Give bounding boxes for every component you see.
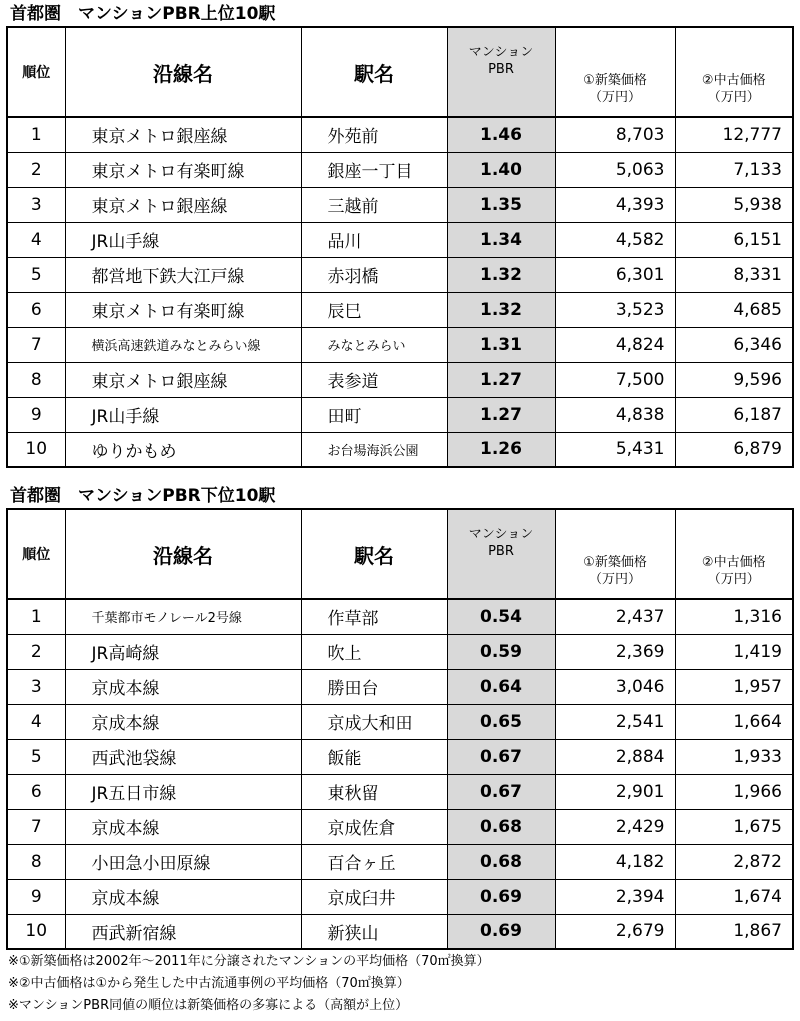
used-price-cell: 1,966 [675, 774, 793, 809]
table-row [7, 669, 793, 704]
new-price-header [555, 27, 675, 117]
pbr-header [447, 509, 555, 599]
used-price-cell: 7,133 [675, 152, 793, 187]
used-price-cell: 6,187 [675, 397, 793, 432]
line-cell: 東京メトロ有楽町線 [65, 152, 301, 187]
rank-cell: 7 [7, 809, 65, 844]
used-price-header [675, 27, 793, 117]
used-price-cell: 1,675 [675, 809, 793, 844]
used-price-cell: 6,346 [675, 327, 793, 362]
station-cell: 京成臼井 [301, 879, 447, 914]
used-price-cell: 1,867 [675, 914, 793, 949]
rank-cell: 2 [7, 634, 65, 669]
line-cell: 東京メトロ有楽町線 [65, 292, 301, 327]
used-price-header [675, 509, 793, 599]
pbr-cell: 1.32 [447, 257, 555, 292]
footnote-used-price: ※②中古価格は①から発生した中古流通事例の平均価格（70㎡換算） [8, 976, 410, 991]
rank-cell: 8 [7, 362, 65, 397]
new-price-cell: 2,901 [555, 774, 675, 809]
used-price-cell: 8,331 [675, 257, 793, 292]
pbr-cell: 0.54 [447, 599, 555, 634]
station-cell: 三越前 [301, 187, 447, 222]
table-row [7, 432, 793, 467]
rank-cell: 1 [7, 599, 65, 634]
table-row [7, 362, 793, 397]
rank-header: 順位 [7, 509, 65, 599]
line-cell: 都営地下鉄大江戸線 [65, 257, 301, 292]
station-cell: 品川 [301, 222, 447, 257]
line-cell: JR高崎線 [65, 634, 301, 669]
line-header: 沿線名 [65, 27, 301, 117]
pbr-cell: 1.40 [447, 152, 555, 187]
used-price-cell: 1,316 [675, 599, 793, 634]
pbr-header-line2: PBR [488, 62, 514, 77]
line-cell: 東京メトロ銀座線 [65, 117, 301, 152]
line-cell: 横浜高速鉄道みなとみらい線 [65, 327, 301, 362]
line-cell: 東京メトロ銀座線 [65, 362, 301, 397]
pbr-cell: 0.65 [447, 704, 555, 739]
rank-cell: 7 [7, 327, 65, 362]
new-price-cell: 6,301 [555, 257, 675, 292]
pbr-cell: 0.68 [447, 809, 555, 844]
new-price-cell: 3,046 [555, 669, 675, 704]
header-row [7, 509, 793, 599]
station-cell: 外苑前 [301, 117, 447, 152]
new-price-cell: 5,063 [555, 152, 675, 187]
used-price-cell: 1,664 [675, 704, 793, 739]
line-cell: JR五日市線 [65, 774, 301, 809]
rank-cell: 6 [7, 774, 65, 809]
pbr-cell: 0.64 [447, 669, 555, 704]
line-cell: 東京メトロ銀座線 [65, 187, 301, 222]
station-cell: 表参道 [301, 362, 447, 397]
pbr-header-line1: マンション [468, 527, 534, 542]
used-price-cell: 9,596 [675, 362, 793, 397]
pbr-cell: 0.69 [447, 914, 555, 949]
used-price-header-line2: （万円） [707, 572, 760, 587]
table-row [7, 739, 793, 774]
line-cell: ゆりかもめ [65, 432, 301, 467]
station-cell: 作草部 [301, 599, 447, 634]
footnote-new-price: ※①新築価格は2002年～2011年に分譲されたマンションの平均価格（70㎡換算） [8, 954, 490, 969]
station-cell: 吹上 [301, 634, 447, 669]
ranking-table [6, 508, 794, 950]
line-cell: 小田急小田原線 [65, 844, 301, 879]
pbr-cell: 1.31 [447, 327, 555, 362]
station-cell: 銀座一丁目 [301, 152, 447, 187]
rank-cell: 1 [7, 117, 65, 152]
rank-cell: 10 [7, 914, 65, 949]
new-price-cell: 2,429 [555, 809, 675, 844]
line-cell: 千葉都市モノレール2号線 [65, 599, 301, 634]
used-price-cell: 1,933 [675, 739, 793, 774]
used-price-cell: 5,938 [675, 187, 793, 222]
line-header: 沿線名 [65, 509, 301, 599]
table-row [7, 397, 793, 432]
pbr-cell: 0.69 [447, 879, 555, 914]
used-price-cell: 1,674 [675, 879, 793, 914]
rank-cell: 9 [7, 397, 65, 432]
new-price-cell: 8,703 [555, 117, 675, 152]
used-price-header-line1: ②中古価格 [701, 555, 766, 570]
pbr-cell: 1.26 [447, 432, 555, 467]
rank-cell: 3 [7, 187, 65, 222]
table-row [7, 774, 793, 809]
header-row [7, 27, 793, 117]
new-price-header [555, 509, 675, 599]
new-price-cell: 7,500 [555, 362, 675, 397]
used-price-header-line2: （万円） [707, 90, 760, 105]
pbr-header [447, 27, 555, 117]
station-cell: 飯能 [301, 739, 447, 774]
new-price-cell: 4,393 [555, 187, 675, 222]
rank-cell: 2 [7, 152, 65, 187]
footnotes [8, 951, 794, 1017]
table-row [7, 844, 793, 879]
new-price-header-line2: （万円） [588, 90, 641, 105]
table-row [7, 222, 793, 257]
rank-header: 順位 [7, 27, 65, 117]
new-price-cell: 4,582 [555, 222, 675, 257]
line-cell: 京成本線 [65, 809, 301, 844]
new-price-cell: 4,824 [555, 327, 675, 362]
station-cell: みなとみらい [301, 327, 447, 362]
pbr-cell: 1.32 [447, 292, 555, 327]
pbr-cell: 1.34 [447, 222, 555, 257]
table-row [7, 257, 793, 292]
station-cell: 新狭山 [301, 914, 447, 949]
section-title: 首都圏 マンションPBR下位10駅 [10, 486, 276, 506]
pbr-cell: 1.35 [447, 187, 555, 222]
pbr-cell: 0.59 [447, 634, 555, 669]
table-row [7, 914, 793, 949]
ranking-table [6, 26, 794, 468]
rank-cell: 5 [7, 257, 65, 292]
pbr-header-line2: PBR [488, 544, 514, 559]
station-cell: 勝田台 [301, 669, 447, 704]
rank-cell: 3 [7, 669, 65, 704]
used-price-header-line1: ②中古価格 [701, 73, 766, 88]
used-price-cell: 2,872 [675, 844, 793, 879]
new-price-cell: 2,541 [555, 704, 675, 739]
table-row [7, 292, 793, 327]
pbr-cell: 0.68 [447, 844, 555, 879]
table-row [7, 117, 793, 152]
pbr-cell: 1.27 [447, 362, 555, 397]
station-cell: 京成佐倉 [301, 809, 447, 844]
table-row [7, 152, 793, 187]
pbr-header-line1: マンション [468, 45, 534, 60]
rank-cell: 4 [7, 222, 65, 257]
new-price-cell: 2,884 [555, 739, 675, 774]
table-row [7, 879, 793, 914]
used-price-cell: 4,685 [675, 292, 793, 327]
pbr-cell: 1.27 [447, 397, 555, 432]
line-cell: 京成本線 [65, 704, 301, 739]
new-price-cell: 2,394 [555, 879, 675, 914]
station-cell: 辰巳 [301, 292, 447, 327]
new-price-cell: 2,437 [555, 599, 675, 634]
new-price-cell: 2,679 [555, 914, 675, 949]
rank-cell: 9 [7, 879, 65, 914]
new-price-cell: 3,523 [555, 292, 675, 327]
pbr-cell: 0.67 [447, 739, 555, 774]
section-title: 首都圏 マンションPBR上位10駅 [10, 4, 276, 24]
new-price-cell: 2,369 [555, 634, 675, 669]
new-price-cell: 4,182 [555, 844, 675, 879]
new-price-header-line1: ①新築価格 [583, 555, 647, 570]
table-row [7, 327, 793, 362]
table-row [7, 704, 793, 739]
pbr-cell: 0.67 [447, 774, 555, 809]
new-price-cell: 5,431 [555, 432, 675, 467]
station-cell: お台場海浜公園 [301, 432, 447, 467]
station-cell: 百合ヶ丘 [301, 844, 447, 879]
rank-cell: 4 [7, 704, 65, 739]
station-cell: 東秋留 [301, 774, 447, 809]
pbr-cell: 1.46 [447, 117, 555, 152]
bottom-ranking-section [6, 482, 792, 950]
used-price-cell: 6,879 [675, 432, 793, 467]
line-cell: JR山手線 [65, 397, 301, 432]
station-header: 駅名 [301, 509, 447, 599]
used-price-cell: 6,151 [675, 222, 793, 257]
used-price-cell: 12,777 [675, 117, 793, 152]
line-cell: JR山手線 [65, 222, 301, 257]
table-row [7, 809, 793, 844]
rank-cell: 6 [7, 292, 65, 327]
rank-cell: 10 [7, 432, 65, 467]
line-cell: 京成本線 [65, 669, 301, 704]
table-row [7, 634, 793, 669]
station-cell: 京成大和田 [301, 704, 447, 739]
station-cell: 田町 [301, 397, 447, 432]
line-cell: 西武新宿線 [65, 914, 301, 949]
footnote-tie-order: ※マンションPBR同値の順位は新築価格の多寡による（高額が上位） [8, 998, 409, 1013]
line-cell: 京成本線 [65, 879, 301, 914]
new-price-header-line1: ①新築価格 [583, 73, 647, 88]
rank-cell: 8 [7, 844, 65, 879]
station-cell: 赤羽橋 [301, 257, 447, 292]
rank-cell: 5 [7, 739, 65, 774]
top-ranking-section [6, 0, 792, 468]
used-price-cell: 1,957 [675, 669, 793, 704]
new-price-cell: 4,838 [555, 397, 675, 432]
line-cell: 西武池袋線 [65, 739, 301, 774]
station-header: 駅名 [301, 27, 447, 117]
used-price-cell: 1,419 [675, 634, 793, 669]
table-row [7, 599, 793, 634]
new-price-header-line2: （万円） [588, 572, 641, 587]
table-row [7, 187, 793, 222]
